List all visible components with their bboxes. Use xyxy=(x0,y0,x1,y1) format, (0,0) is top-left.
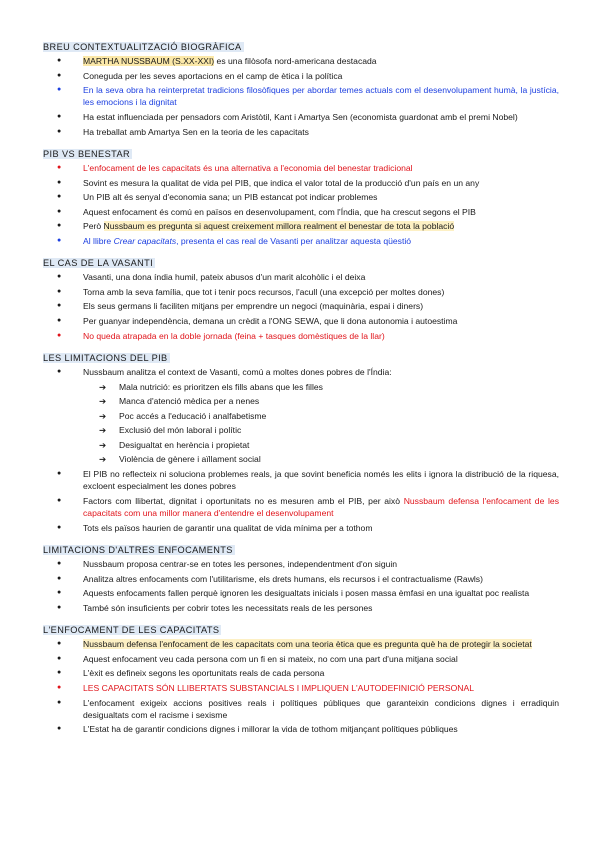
arrow-right-icon: ➔ xyxy=(99,410,107,421)
arrow-right-icon: ➔ xyxy=(99,381,107,392)
section-heading: PIB VS BENESTAR xyxy=(43,148,131,159)
list-item: ● Aquest enfocament és comú en països en desenvolupament, com l'Índia, que ha crescut segons el PIB xyxy=(43,206,559,218)
section-pib-vs-benestar xyxy=(43,148,559,247)
list-item: ● LES CAPACITATS SÓN LLIBERTATS SUBSTANCIALS I IMPLIQUEN L'AUTODEFINICIÓ PERSONAL xyxy=(43,682,559,694)
list-item: ● Analitza altres enfocaments com l'utilitarisme, els drets humans, els recursos i el contractualisme (Rawls) xyxy=(43,573,559,585)
list-item: ● Torna amb la seva família, que tot i tenir pocs recursos, l'acull (una excepció per moltes dones) xyxy=(43,286,559,298)
list-item: ● L'enfocament exigeix accions positives reals i polítiques públiques que garanteixin condicions dignes i erradiquin desigualtats com el racisme i sexisme xyxy=(43,697,559,722)
list-item: ● El PIB no reflecteix ni soluciona problemes reals, ja que sovint beneficia només les elits i ignora la distribució de la riquesa, excloent especialment les dones pobres xyxy=(43,468,559,493)
sub-list-item: ➔ Exclusió del món laboral i polític xyxy=(99,425,242,436)
section-heading: BREU CONTEXTUALITZACIÓ BIOGRÀFICA xyxy=(43,42,242,52)
bullet-list xyxy=(43,162,559,247)
sub-list-item: ➔ Violència de gènere i aïllament social xyxy=(99,454,261,465)
list-item: ● Sovint es mesura la qualitat de vida pel PIB, que indica el valor total de la producció d'un país en un any xyxy=(43,177,559,189)
arrow-right-icon: ➔ xyxy=(99,425,107,436)
section-altres-enfocaments xyxy=(43,544,559,614)
sub-list-item: ➔ Mala nutrició: es prioritzen els fills abans que les filles xyxy=(99,381,323,392)
section-biography xyxy=(43,41,559,138)
bullet-list xyxy=(43,55,559,138)
list-item: ● Per guanyar independència, demana un crèdit a l'ONG SEWA, que li dona autonomia i autoestima xyxy=(43,315,559,327)
list-item: ● Però Nussbaum es pregunta si aquest creixement millora realment el benestar de tota la població xyxy=(43,220,559,232)
arrow-right-icon: ➔ xyxy=(99,396,107,407)
section-heading: EL CAS DE LA VASANTI xyxy=(43,258,154,269)
list-item: ● Nussbaum analitza el context de Vasanti, comú a moltes dones pobres de l'Índia: xyxy=(43,366,559,378)
sub-list-item: ➔ Poc accés a l'educació i analfabetisme xyxy=(99,410,267,421)
list-item: ● Al llibre Crear capacitats, presenta el cas real de Vasanti per analitzar aquesta qüestió xyxy=(43,235,559,247)
list-item: ● Tots els països haurien de garantir una qualitat de vida mínima per a tothom xyxy=(43,522,559,534)
list-item: ● Els seus germans li faciliten mitjans per emprendre un negoci (maquinària, espai i diners) xyxy=(43,300,559,312)
section-limitacions-pib xyxy=(43,352,559,534)
sub-list-item: ➔ Desigualtat en herència i propietat xyxy=(99,439,250,450)
bullet-list xyxy=(43,366,559,534)
list-item: ● Ha estat influenciada per pensadors com Aristòtil, Kant i Amartya Sen (economista guardonat amb el premi Nobel) xyxy=(43,111,559,123)
section-heading: LES LIMITACIONS DEL PIB xyxy=(43,352,168,363)
section-cas-vasanti xyxy=(43,257,559,342)
list-item: ● Vasanti, una dona índia humil, pateix abusos d'un marit alcohòlic i el deixa xyxy=(43,271,559,283)
list-item: ● Un PIB alt és senyal d'economia sana; un PIB estancat pot indicar problemes xyxy=(43,191,559,203)
list-item: ● Nussbaum defensa l'enfocament de les capacitats com una teoria ètica que es pregunta què ha de protegir la societat xyxy=(43,638,559,650)
list-item: ● L'enfocament de les capacitats és una alternativa a l'economia del benestar tradicional xyxy=(43,162,559,174)
list-item: ● Ha treballat amb Amartya Sen en la teoria de les capacitats xyxy=(43,126,559,138)
list-item: ● No queda atrapada en la doble jornada (feina + tasques domèstiques de la llar) xyxy=(43,330,559,342)
list-item: ● En la seva obra ha reinterpretat tradicions filosòfiques per abordar temes actuals com el desenvolupament humà, la justícia, les emocions i la dignitat xyxy=(43,84,559,109)
list-item: ● MARTHA NUSSBAUM (S.XX-XXI) es una filòsofa nord-americana destacada xyxy=(43,55,559,67)
section-enfocament-capacitats xyxy=(43,624,559,736)
list-item: ● Nussbaum proposa centrar-se en totes les persones, independentment d'on siguin xyxy=(43,558,559,570)
list-item: ● També són insuficients per cobrir totes les necessitats reals de les persones xyxy=(43,602,559,614)
list-item: ● Aquests enfocaments fallen perquè ignoren les desigualtats inicials i posen massa èmfasi en una igualtat poc realista xyxy=(43,587,559,599)
document-content xyxy=(43,41,559,746)
list-item: ● L'Estat ha de garantir condicions dignes i millorar la vida de tothom mitjançant polítiques públiques xyxy=(43,723,559,735)
section-heading: L'ENFOCAMENT DE LES CAPACITATS xyxy=(43,625,220,636)
bullet-list xyxy=(43,638,559,736)
list-item: ● Aquest enfocament veu cada persona com un fi en si mateix, no com una part d'una mitjana social xyxy=(43,653,559,665)
sub-list-item: ➔ Manca d'atenció mèdica per a nenes xyxy=(99,396,260,407)
arrow-right-icon: ➔ xyxy=(99,454,107,465)
bullet-list xyxy=(43,271,559,342)
arrow-right-icon: ➔ xyxy=(99,439,107,450)
section-heading: LIMITACIONS D'ALTRES ENFOCAMENTS xyxy=(43,545,233,556)
list-item: ● L'èxit es defineix segons les oportunitats reals de cada persona xyxy=(43,667,559,679)
list-item: ● Factors com llibertat, dignitat i oportunitats no es mesuren amb el PIB, per això Nussbaum defensa l'enfocament de les capacitats com una millor manera d'entendre el desenvolupament xyxy=(43,495,559,520)
bullet-list xyxy=(43,558,559,614)
list-item: ● Coneguda per les seves aportacions en el camp de ètica i la política xyxy=(43,70,559,82)
